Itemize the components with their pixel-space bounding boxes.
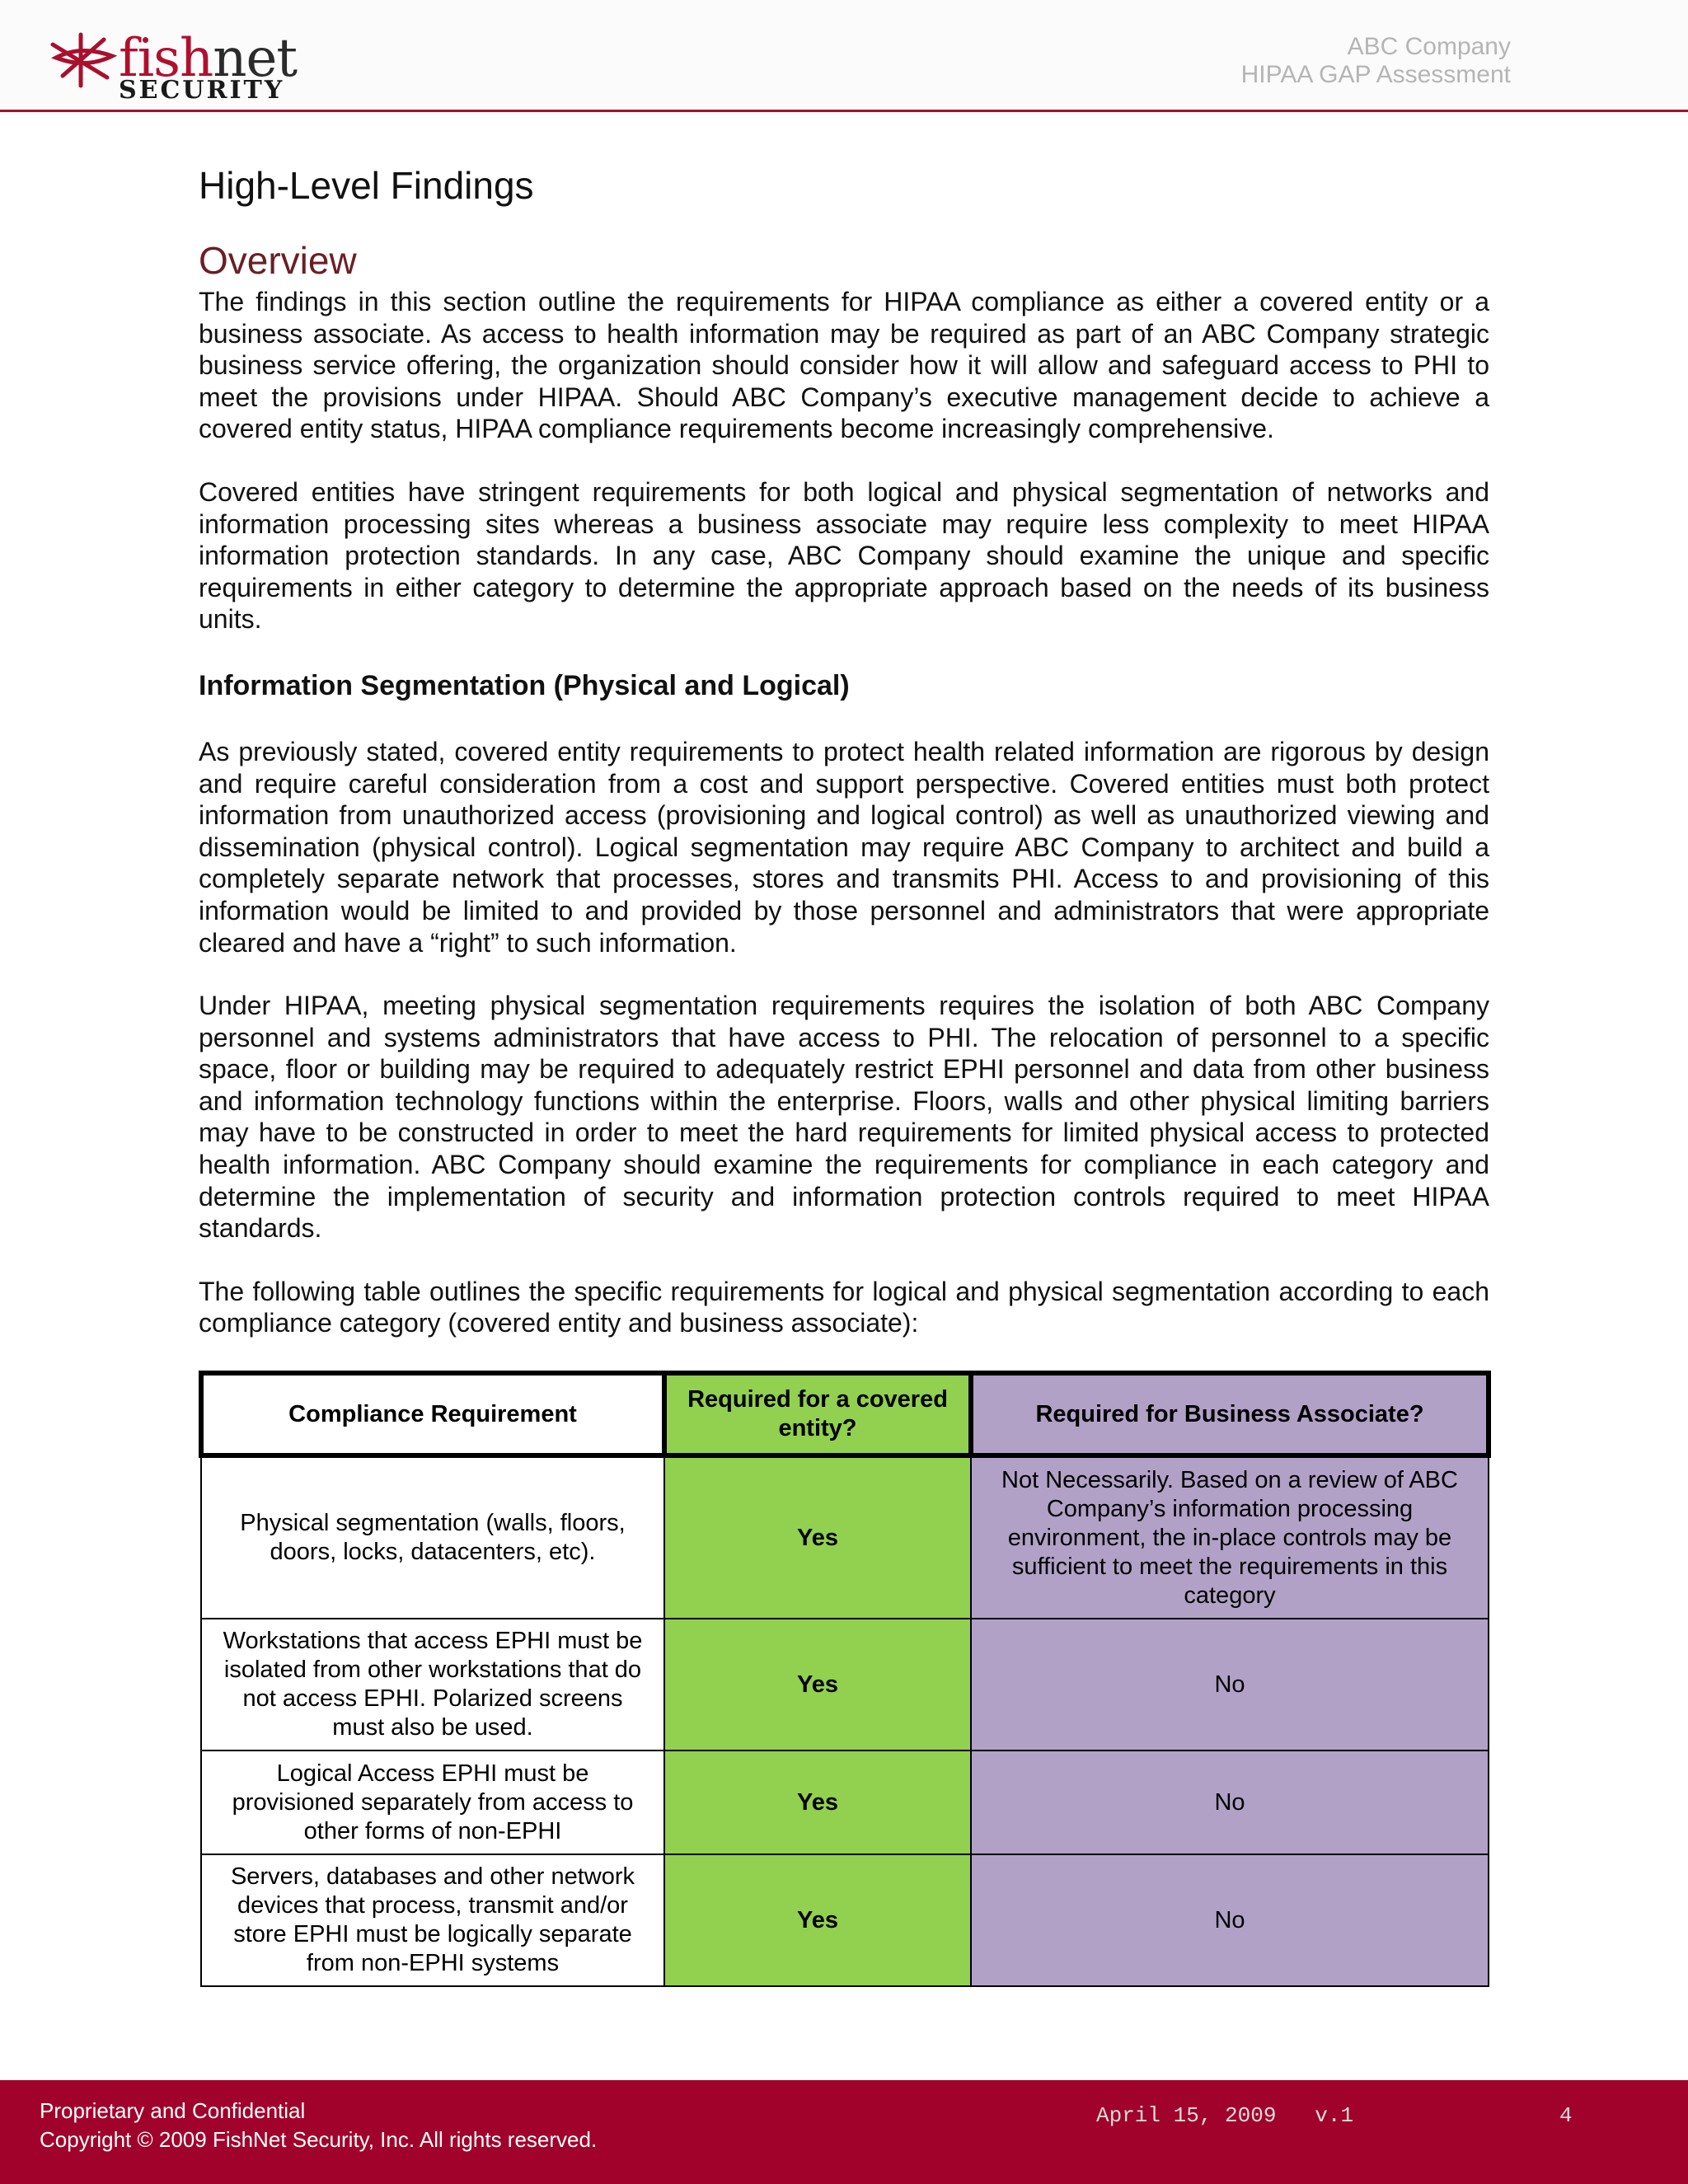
page-content [199,161,1489,1987]
table-header-row [201,1373,1489,1455]
table-row [201,1619,1489,1750]
covered-entity-cell: Yes [664,1854,971,1986]
page-footer [0,2080,1688,2184]
column-header: Compliance Requirement [201,1373,664,1455]
table-row [201,1455,1489,1619]
logo-wordmark: fishnet [119,28,298,89]
logo-subtitle: SECURITY [119,76,285,105]
segmentation-paragraph: Under HIPAA, meeting physical segmentation requirements requires the isolation of both ABC Company personnel and systems administrators that have access to PHI. The relocation of personnel to a specific space, floor or building may be required to adequately restrict EPHI personnel and data from other business and information technology functions within the enterprise. Floors, walls and other physical limiting barriers may have to be constructed in order to meet the hard requirements for limited physical access to protected health information. ABC Company should examine the requirements for compliance in each category and determine the implementation of security and information protection controls required to meet HIPAA standards. [199,991,1489,1244]
column-header: Required for Business Associate? [971,1373,1489,1455]
business-associate-cell: Not Necessarily. Based on a review of ABC Company’s information processing environment, the in-place controls may be sufficient to meet the requirements in this category [971,1455,1489,1619]
copyright-note: Copyright © 2009 FishNet Security, Inc. All rights reserved. [40,2127,598,2152]
fishnet-logo [48,28,298,105]
date-version: April 15, 2009 v.1 [1096,2103,1354,2128]
company-name: ABC Company [1347,33,1511,60]
segmentation-paragraph: The following table outlines the specific requirements for logical and physical segmentation according to each compliance category (covered entity and business associate): [199,1276,1489,1338]
requirement-cell: Servers, databases and other network devices that process, transmit and/or store EPHI must be logically separate from non-EPHI systems [201,1854,664,1986]
overview-paragraph: The findings in this section outline the requirements for HIPAA compliance as either a covered entity or a business associate. As access to health information may be required as part of an ABC Company strategic business service offering, the organization should consider how it will allow and safeguard access to PHI to meet the provisions under HIPAA. Should ABC Company’s executive management decide to achieve a covered entity status, HIPAA compliance requirements become increasingly comprehensive. [199,287,1489,444]
footer-legal [40,2097,597,2154]
business-associate-cell: No [971,1619,1489,1750]
segmentation-paragraph: As previously stated, covered entity requirements to protect health related information are rigorous by design and require careful consideration from a cost and support perspective. Covered entities must both protect information from unauthorized access (provisioning and logical control) as well as unauthorized viewing and dissemination (physical control). Logical segmentation may require ABC Company to architect and build a completely separate network that processes, stores and transmits PHI. Access to and provisioning of this information would be limited to and provided by those personnel and administrators that were appropriate cleared and have a “right” to such information. [199,736,1489,958]
overview-heading: Overview [199,239,357,282]
fish-net-icon [48,28,122,94]
table-row [201,1854,1489,1986]
page-number: 4 [1559,2103,1573,2128]
covered-entity-cell: Yes [664,1750,971,1854]
business-associate-cell: No [971,1854,1489,1986]
confidential-note: Proprietary and Confidential [40,2098,306,2123]
document-name: HIPAA GAP Assessment [1240,61,1511,88]
header-info [1241,33,1511,89]
overview-paragraph: Covered entities have stringent requirements for both logical and physical segmentation of networks and information processing sites whereas a business associate may require less complexity to meet HIPAA information protection standards. In any case, ABC Company should examine the unique and specific requirements in either category to determine the appropriate approach based on the needs of its business units. [199,476,1489,635]
covered-entity-cell: Yes [664,1619,971,1750]
requirement-cell: Physical segmentation (walls, floors, doors, locks, datacenters, etc). [201,1455,664,1619]
table-row [201,1750,1489,1854]
business-associate-cell: No [971,1750,1489,1854]
requirement-cell: Workstations that access EPHI must be isolated from other workstations that do not access EPHI. Polarized screens must also be used. [201,1619,664,1750]
covered-entity-cell: Yes [664,1455,971,1619]
column-header: Required for a covered entity? [664,1373,971,1455]
page-header [0,0,1688,112]
page-title: High-Level Findings [199,164,534,207]
segmentation-heading: Information Segmentation (Physical and Logical) [199,669,850,701]
requirement-cell: Logical Access EPHI must be provisioned separately from access to other forms of non-EPHI [201,1750,664,1854]
compliance-table [199,1371,1491,1987]
